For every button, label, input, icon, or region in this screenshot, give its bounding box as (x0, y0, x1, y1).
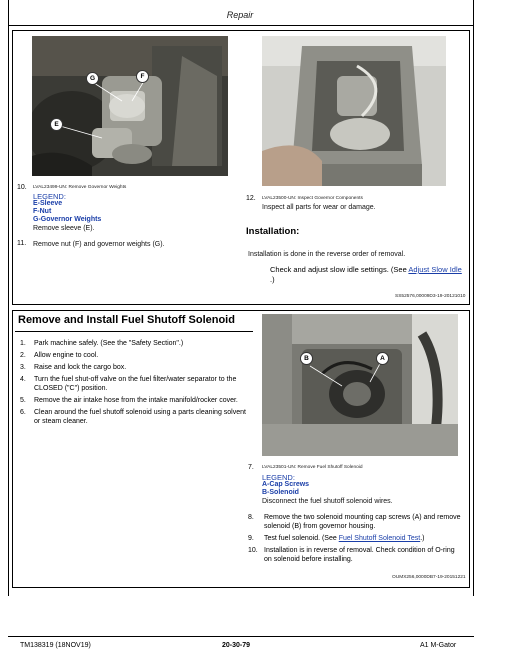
installation-heading: Installation: (246, 226, 300, 237)
callout-a: A (376, 352, 389, 365)
step-3 (20, 363, 246, 372)
step-10-number: 10. (17, 184, 27, 191)
fuel-solenoid-step-list-2 (248, 513, 464, 567)
step-11-text: Remove nut (F) and governor weights (G). (33, 241, 165, 248)
legend-item-f-nut: F-Nut (33, 208, 52, 215)
step-6 (20, 408, 246, 426)
step-4-text: Turn the fuel shut-off valve on the fuel filter/water separator to the CLOSED ("C") position. (34, 376, 237, 392)
step-5-number: 5. (20, 397, 26, 404)
step-3-text: Raise and lock the cargo box. (34, 364, 127, 371)
step-12-number: 12. (246, 195, 256, 202)
step-6-text: Clean around the fuel shutoff solenoid using a parts cleaning solvent or steam cleaner. (34, 409, 246, 425)
callout-b: B (300, 352, 313, 365)
step-10-install (248, 546, 464, 564)
step-2-number: 2. (20, 352, 26, 359)
step-6-number: 6. (20, 409, 26, 416)
fuel-solenoid-step-list (20, 339, 246, 429)
check-slow-idle-text (270, 265, 466, 285)
step-9-suffix: .) (420, 535, 425, 542)
step-2-text: Allow engine to cool. (34, 352, 99, 359)
fuel-shutoff-solenoid-test-link[interactable]: Fuel Shutoff Solenoid Test (338, 535, 421, 542)
top-doc-reference: SS52576,00009D3-19-20121010 (395, 294, 466, 299)
step-7-figure-ref: LVAL23501-UN: Remove Fuel Shutoff Solenoid (262, 465, 363, 470)
step-1-number: 1. (20, 340, 26, 347)
legend-item-e-sleeve: E-Sleeve (33, 200, 63, 207)
check-slow-idle-suffix: .) (270, 275, 275, 284)
step-9 (248, 534, 464, 543)
page-header-title: Repair (226, 10, 254, 20)
governor-components-photo (262, 36, 446, 186)
callout-g: G (86, 72, 99, 85)
bottom-doc-reference: OUMX256,0000DB7-19-20151221 (392, 575, 466, 580)
footer-tm-number: TM138319 (18NOV19) (20, 642, 91, 649)
adjust-slow-idle-link[interactable]: Adjust Slow Idle (408, 265, 462, 274)
section-heading-underline (15, 331, 253, 332)
callout-e: E (50, 118, 63, 131)
step-9-number: 9. (248, 535, 254, 542)
footer-page-number: 20-30-79 (222, 642, 251, 649)
remove-sleeve-text: Remove sleeve (E). (33, 225, 95, 232)
step-1 (20, 339, 246, 348)
legend-item-b-solenoid: B-Solenoid (262, 489, 299, 496)
fuel-solenoid-photo (262, 314, 458, 456)
step-3-number: 3. (20, 364, 26, 371)
step-7-number: 7. (248, 464, 254, 471)
footer-model: A1 M-Gator (420, 642, 457, 649)
legend-title-governor: LEGEND: (33, 192, 66, 201)
step-8 (248, 513, 464, 531)
section-heading-fuel-solenoid: Remove and Install Fuel Shutoff Solenoid (18, 314, 235, 326)
check-slow-idle-prefix: Check and adjust slow idle settings. (See (270, 265, 407, 274)
installation-text: Installation is done in the reverse order of removal. (248, 251, 406, 258)
step-10-figure-ref: LVAL23499-UN: Remove Governor Weights (33, 185, 127, 190)
step-9-text: Test fuel solenoid. (See (264, 535, 337, 542)
step-11-number: 11. (17, 240, 27, 247)
step-12-text: Inspect all parts for wear or damage. (262, 204, 376, 211)
step-8-number: 8. (248, 514, 254, 521)
step-10-install-number: 10. (248, 547, 258, 554)
disconnect-wires-text: Disconnect the fuel shutoff solenoid wires. (262, 498, 393, 505)
step-8-text: Remove the two solenoid mounting cap screws (A) and remove solenoid (B) from governor housing. (264, 514, 461, 530)
governor-weights-photo (32, 36, 228, 176)
step-12-figure-ref: LVAL23500-UN: Inspect Governor Components (262, 196, 363, 201)
callout-f: F (136, 70, 149, 83)
header-divider (8, 25, 474, 26)
step-5 (20, 396, 246, 405)
fuel-solenoid-image (262, 314, 458, 456)
step-1-text: Park machine safely. (See the "Safety Section".) (34, 340, 184, 347)
step-2 (20, 351, 246, 360)
governor-weights-image (32, 36, 228, 176)
step-4-number: 4. (20, 376, 26, 383)
step-4 (20, 375, 246, 393)
legend-item-a-cap-screws: A-Cap Screws (262, 481, 310, 488)
legend-item-g-weights: G-Governor Weights (33, 216, 102, 223)
step-10-install-text: Installation is in reverse of removal. Check condition of O-ring on solenoid before installing. (264, 547, 455, 563)
governor-components-image (262, 36, 446, 186)
footer-divider (8, 636, 474, 637)
legend-title-solenoid: LEGEND: (262, 473, 295, 482)
step-5-text: Remove the air intake hose from the intake manifold/rocker cover. (34, 397, 238, 404)
